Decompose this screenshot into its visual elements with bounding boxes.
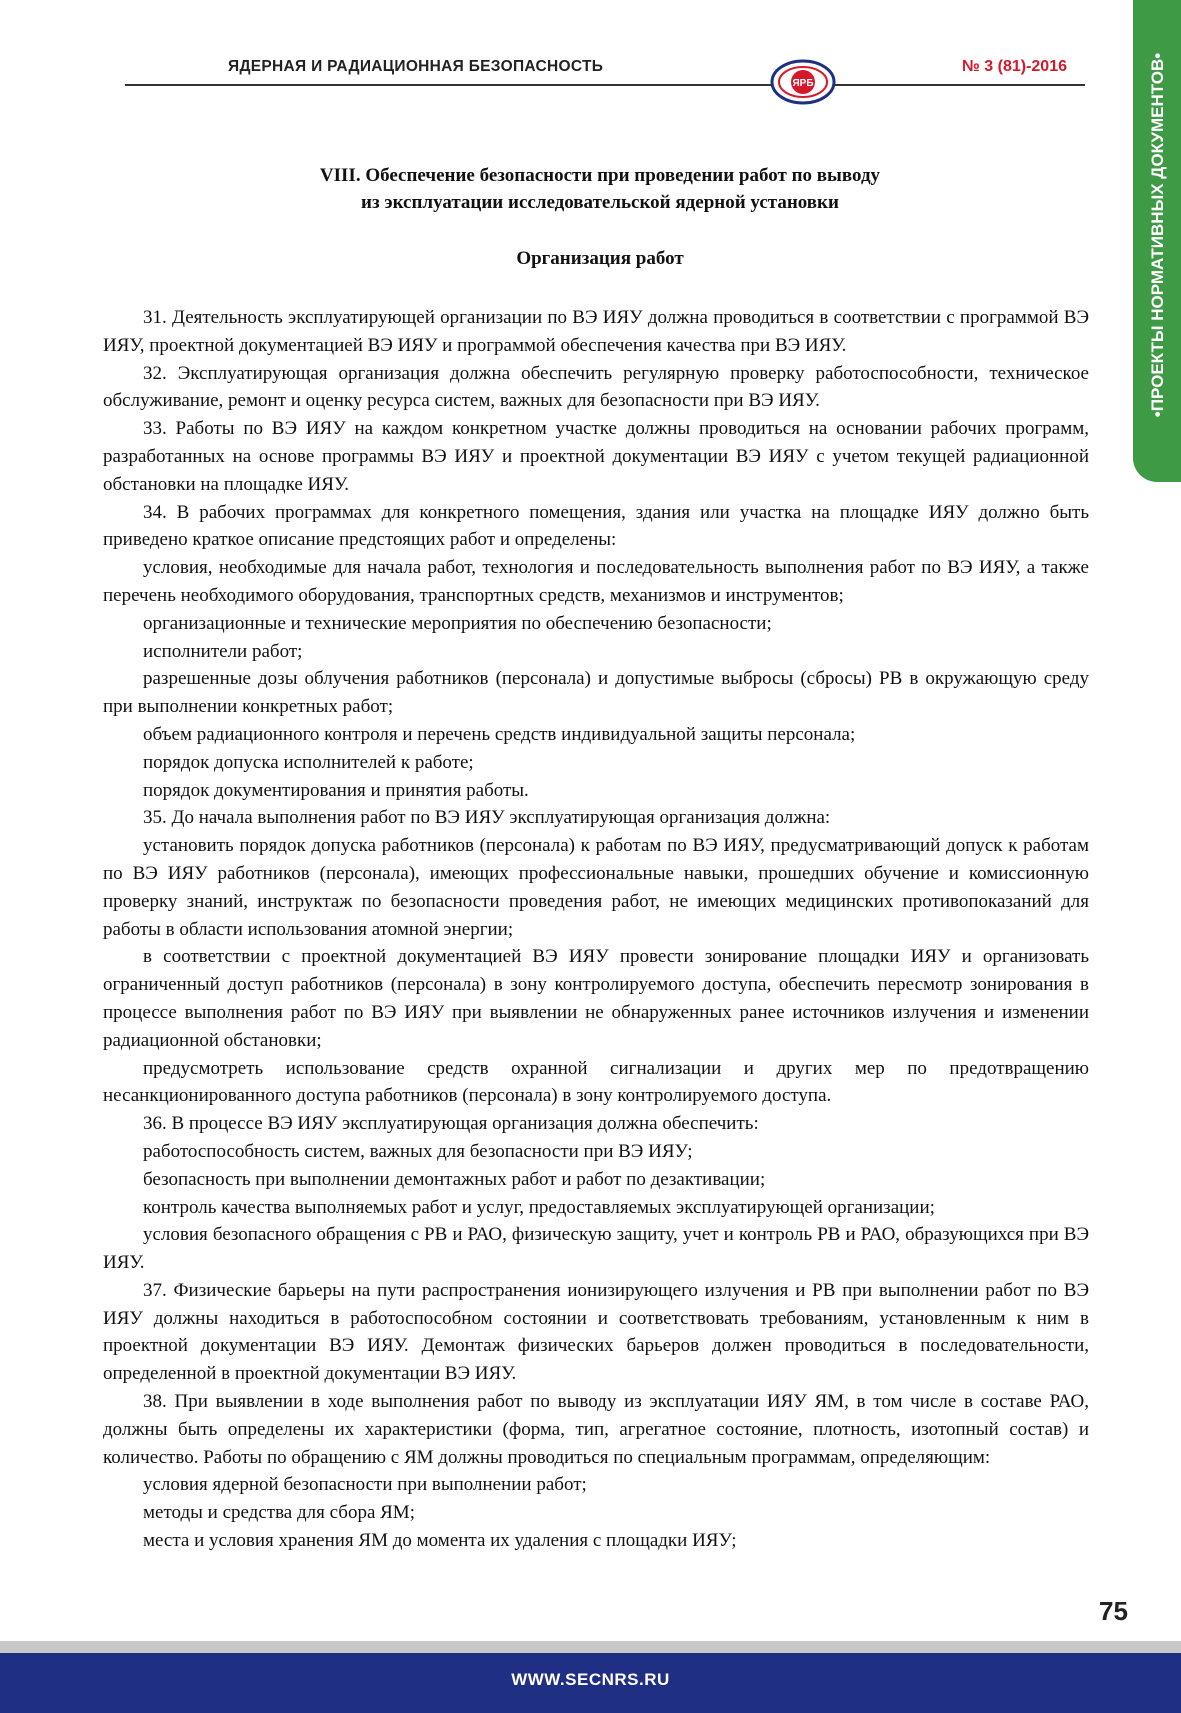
paragraph: организационные и технические мероприятия по обеспечению безопасности; [143, 612, 772, 634]
paragraph: методы и средства для сбора ЯМ; [143, 1502, 415, 1524]
section-subheading: Организация работ [516, 248, 684, 269]
logo-text: ЯРБ [792, 78, 814, 89]
paragraph: условия безопасного обращения с РВ и РАО, физическую защиту, учет и контроль РВ и РАО, образующихся при ВЭ ИЯУ. [103, 1224, 1089, 1274]
paragraph: работоспособность систем, важных для безопасности при ВЭ ИЯУ; [143, 1140, 693, 1162]
paragraph: установить порядок допуска работников (персонала) к работам по ВЭ ИЯУ, предусматривающий допуск к работам по ВЭ ИЯУ работников (персонала), имеющих профессиональные навыки, прошедших обучение и комиссионную проверку знаний, инструктаж по безопасности проведения работ, не имеющих медицинских противопоказаний для работы в области использования атомной энергии; [103, 835, 1089, 940]
paragraph: предусмотреть использование средств охранной сигнализации и других мер по предотвращению несанкционированного доступа работников (персонала) в зону контролируемого доступа. [103, 1057, 1089, 1107]
paragraph: в соответствии с проектной документацией ВЭ ИЯУ провести зонирование площадки ИЯУ и организовать ограниченный доступ работников (персонала) в зону контролируемого доступа, обеспечить пересмотр зонирования в процессе выполнения работ по ВЭ ИЯУ при выявлении не обнаруженных ранее источников излучения и изменении радиационной обстановки; [103, 946, 1089, 1051]
side-tab-label: •ПРОЕКТЫ НОРМАТИВНЫХ ДОКУМЕНТОВ• [1148, 52, 1167, 418]
paragraph: разрешенные дозы облучения работников (персонала) и допустимые выбросы (сбросы) РВ в окружающую среду при выполнении конкретных работ; [103, 668, 1089, 718]
journal-logo [770, 58, 836, 106]
footer-divider [0, 1641, 1181, 1653]
paragraph: 35. До начала выполнения работ по ВЭ ИЯУ эксплуатирующая организация должна: [143, 807, 831, 829]
paragraph: 32. Эксплуатирующая организация должна обеспечить регулярную проверку работоспособности, техническое обслуживание, ремонт и оценку ресурса систем, важных для безопасности при ВЭ ИЯУ. [103, 362, 1089, 412]
paragraph: условия, необходимые для начала работ, технология и последовательность выполнения работ по ВЭ ИЯУ, а также перечень необходимого оборудования, транспортных средств, механизмов и инструментов; [103, 557, 1089, 606]
paragraph: 37. Физические барьеры на пути распространения ионизирующего излучения и РВ при выполнении работ по ВЭ ИЯУ должны находиться в работоспособном состоянии и соответствовать требованиям, установленным к ним в проектной документации ВЭ ИЯУ. Демонтаж физических барьеров должен проводиться в последовательности, определенной в проектной документации ВЭ ИЯУ. [103, 1279, 1089, 1385]
header-rule [125, 84, 1085, 86]
paragraph: места и условия хранения ЯМ до момента их удаления с площадки ИЯУ; [143, 1530, 737, 1552]
body-text [103, 304, 1089, 1555]
section-heading [135, 162, 1065, 216]
paragraph: исполнители работ; [143, 640, 303, 662]
paragraph: 38. При выявлении в ходе выполнения работ по выводу из эксплуатации ИЯУ ЯМ, в том числе в составе РАО, должны быть определены их характеристики (форма, тип, агрегатное состояние, плотность, изотопный состав) и количество. Работы по обращению с ЯМ должны проводиться по специальным программам, определяющим: [103, 1391, 1089, 1468]
paragraph: 34. В рабочих программах для конкретного помещения, здания или участка на площадке ИЯУ должно быть приведено краткое описание предстоящих работ и определены: [103, 501, 1089, 551]
section-title-line-2: из эксплуатации исследовательской ядерной установки [361, 192, 839, 213]
page-number: 75 [1099, 1596, 1128, 1626]
journal-title: ЯДЕРНАЯ И РАДИАЦИОННАЯ БЕЗОПАСНОСТЬ [228, 58, 604, 75]
paragraph: 33. Работы по ВЭ ИЯУ на каждом конкретном участке должны проводиться на основании рабочих программ, разработанных на основе программы ВЭ ИЯУ и проектной документации ВЭ ИЯУ с учетом текущей радиационной обстановки на площадке ИЯУ. [103, 418, 1089, 495]
paragraph: 31. Деятельность эксплуатирующей организации по ВЭ ИЯУ должна проводиться в соответствии с программой ВЭ ИЯУ, проектной документацией ВЭ ИЯУ и программой обеспечения качества при ВЭ ИЯУ. [103, 307, 1089, 356]
section-title-line-1: VIII. Обеспечение безопасности при проведении работ по выводу [319, 165, 881, 186]
issue-number: № 3 (81)-2016 [962, 58, 1067, 75]
page-header [0, 0, 1181, 110]
paragraph: объем радиационного контроля и перечень средств индивидуальной защиты персонала; [143, 723, 856, 745]
paragraph: порядок допуска исполнителей к работе; [143, 751, 474, 773]
paragraph: порядок документирования и принятия работы. [143, 779, 529, 801]
paragraph: 36. В процессе ВЭ ИЯУ эксплуатирующая организация должна обеспечить: [143, 1113, 759, 1135]
paragraph: безопасность при выполнении демонтажных работ и работ по дезактивации; [143, 1168, 766, 1190]
paragraph: условия ядерной безопасности при выполнении работ; [143, 1474, 587, 1496]
footer-url[interactable]: WWW.SECNRS.RU [511, 1670, 670, 1689]
paragraph: контроль качества выполняемых работ и услуг, предоставляемых эксплуатирующей организации; [143, 1196, 935, 1218]
